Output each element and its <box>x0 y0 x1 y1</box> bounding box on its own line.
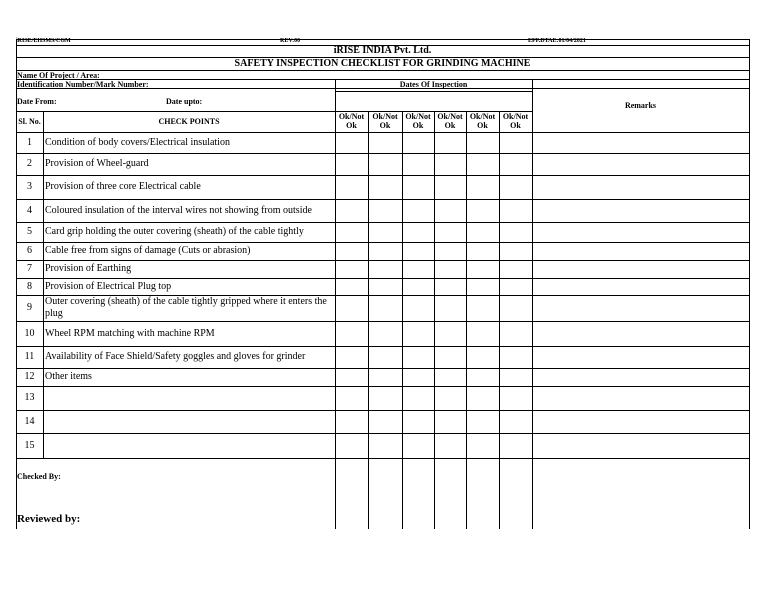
rule-line <box>16 39 749 40</box>
inspection-cell[interactable] <box>466 222 499 242</box>
remarks-cell[interactable] <box>532 368 749 386</box>
inspection-cell[interactable] <box>434 260 466 278</box>
inspection-cell[interactable] <box>368 175 402 199</box>
inspection-cell[interactable] <box>368 222 402 242</box>
inspection-cell[interactable] <box>434 295 466 321</box>
inspection-cell[interactable] <box>335 199 368 222</box>
rule-line <box>16 70 749 71</box>
ok-not-ok-header: Ok/Not <box>338 112 365 121</box>
row-number: 12 <box>24 371 35 382</box>
inspection-cell[interactable] <box>402 278 434 295</box>
inspection-cell[interactable] <box>335 321 368 346</box>
inspection-cell[interactable] <box>335 278 368 295</box>
inspection-cell[interactable] <box>499 410 532 433</box>
inspection-cell[interactable] <box>402 433 434 458</box>
ok-not-ok-header: Ok/Not <box>437 112 463 121</box>
inspection-cell[interactable] <box>402 321 434 346</box>
inspection-cell[interactable] <box>368 132 402 153</box>
inspection-cell[interactable] <box>368 199 402 222</box>
ok-not-ok-header: Ok <box>346 121 357 130</box>
remarks-cell[interactable] <box>532 132 749 153</box>
inspection-cell[interactable] <box>434 153 466 175</box>
row-number: 8 <box>27 281 32 292</box>
inspection-cell[interactable] <box>434 222 466 242</box>
inspection-cell[interactable] <box>434 278 466 295</box>
row-number: 7 <box>27 263 32 274</box>
remarks-cell[interactable] <box>532 410 749 433</box>
inspection-cell[interactable] <box>466 199 499 222</box>
inspection-cell[interactable] <box>402 410 434 433</box>
company-name: iRISE INDIA Pvt. Ltd. <box>333 45 432 56</box>
row-number: 15 <box>24 440 35 451</box>
inspection-cell[interactable] <box>402 295 434 321</box>
ok-not-ok-header: Ok/Not <box>469 112 496 121</box>
inspection-cell[interactable] <box>499 242 532 260</box>
remarks-cell[interactable] <box>532 222 749 242</box>
remarks-cell[interactable] <box>532 153 749 175</box>
inspection-cell[interactable] <box>368 410 402 433</box>
inspection-cell[interactable] <box>402 242 434 260</box>
col-sl-no: Sl. No. <box>18 117 41 126</box>
inspection-cell[interactable] <box>499 260 532 278</box>
revision: REV:00 <box>280 38 301 44</box>
inspection-cell[interactable] <box>466 321 499 346</box>
check-point-text: Other items <box>45 371 92 382</box>
inspection-cell[interactable] <box>434 321 466 346</box>
check-point-text: Card grip holding the outer covering (sheath) of the cable tightly <box>45 226 304 237</box>
inspection-cell[interactable] <box>368 260 402 278</box>
check-point-text: plug <box>45 308 63 319</box>
form-title: SAFETY INSPECTION CHECKLIST FOR GRINDING MACHINE <box>234 58 531 69</box>
inspection-cell[interactable] <box>466 153 499 175</box>
inspection-cell[interactable] <box>466 410 499 433</box>
inspection-cell[interactable] <box>434 346 466 368</box>
inspection-cell[interactable] <box>499 386 532 410</box>
inspection-cell[interactable] <box>335 132 368 153</box>
inspection-cell[interactable] <box>499 368 532 386</box>
inspection-cell[interactable] <box>466 295 499 321</box>
check-point-text: Cable free from signs of damage (Cuts or abrasion) <box>45 245 251 256</box>
check-point-text: Provision of three core Electrical cable <box>45 181 201 192</box>
inspection-cell[interactable] <box>466 242 499 260</box>
ok-not-ok-header: Ok/Not <box>405 112 431 121</box>
row-number: 1 <box>27 137 32 148</box>
effective-date: EFF.DTAE:01/04/2021 <box>528 38 586 44</box>
inspection-cell[interactable] <box>434 433 466 458</box>
inspection-cell[interactable] <box>499 295 532 321</box>
inspection-cell[interactable] <box>335 153 368 175</box>
rule-line <box>749 39 750 529</box>
inspection-cell[interactable] <box>335 242 368 260</box>
remarks-cell[interactable] <box>532 260 749 278</box>
inspection-cell[interactable] <box>499 321 532 346</box>
inspection-cell[interactable] <box>466 175 499 199</box>
inspection-cell[interactable] <box>368 321 402 346</box>
check-point-text: Coloured insulation of the interval wires not showing from outside <box>45 205 312 216</box>
ok-not-ok-header: Ok/Not <box>372 112 398 121</box>
inspection-cell[interactable] <box>335 386 368 410</box>
remarks-cell[interactable] <box>532 242 749 260</box>
remarks-cell[interactable] <box>532 346 749 368</box>
inspection-cell[interactable] <box>434 410 466 433</box>
check-point-text: Provision of Electrical Plug top <box>45 281 172 292</box>
remarks-cell[interactable] <box>532 278 749 295</box>
remarks-cell[interactable] <box>532 175 749 199</box>
col-check-points: CHECK POINTS <box>158 117 220 126</box>
inspection-cell[interactable] <box>402 132 434 153</box>
check-point-text: Outer covering (sheath) of the cable tightly gripped where it enters the <box>45 296 327 307</box>
inspection-cell[interactable] <box>466 260 499 278</box>
row-number: 11 <box>24 351 35 362</box>
row-number: 6 <box>27 245 32 256</box>
inspection-cell[interactable] <box>368 278 402 295</box>
row-number: 3 <box>27 181 32 192</box>
inspection-cell[interactable] <box>335 260 368 278</box>
inspection-cell[interactable] <box>368 153 402 175</box>
date-upto-label: Date upto: <box>166 97 203 106</box>
inspection-cell[interactable] <box>368 368 402 386</box>
inspection-cell[interactable] <box>335 410 368 433</box>
inspection-cell[interactable] <box>434 242 466 260</box>
inspection-cell[interactable] <box>434 386 466 410</box>
inspection-cell[interactable] <box>335 346 368 368</box>
checked-by-label: Checked By: <box>17 472 61 481</box>
inspection-cell[interactable] <box>335 222 368 242</box>
inspection-cell[interactable] <box>466 132 499 153</box>
ok-not-ok-header: Ok <box>510 121 521 130</box>
dates-of-inspection-label: Dates Of Inspection <box>399 80 468 89</box>
inspection-cell[interactable] <box>402 260 434 278</box>
inspection-cell[interactable] <box>368 386 402 410</box>
inspection-cell[interactable] <box>499 278 532 295</box>
inspection-cell[interactable] <box>402 199 434 222</box>
check-point-text: Provision of Wheel-guard <box>45 158 149 169</box>
inspection-cell[interactable] <box>499 346 532 368</box>
inspection-cell[interactable] <box>335 433 368 458</box>
inspection-cell[interactable] <box>402 368 434 386</box>
inspection-cell[interactable] <box>335 175 368 199</box>
project-area-label: Name Of Project / Area: <box>17 71 100 80</box>
ok-not-ok-header: Ok <box>379 121 391 130</box>
rule-line <box>335 91 532 92</box>
inspection-cell[interactable] <box>402 386 434 410</box>
inspection-cell[interactable] <box>499 222 532 242</box>
row-number: 5 <box>27 226 32 237</box>
ok-not-ok-header: Ok <box>444 121 456 130</box>
inspection-cell[interactable] <box>402 153 434 175</box>
inspection-cell[interactable] <box>434 368 466 386</box>
inspection-cell[interactable] <box>368 242 402 260</box>
remarks-cell[interactable] <box>532 386 749 410</box>
inspection-cell[interactable] <box>402 175 434 199</box>
inspection-cell[interactable] <box>434 175 466 199</box>
ok-not-ok-header: Ok/Not <box>502 112 529 121</box>
remarks-cell[interactable] <box>532 433 749 458</box>
row-number: 4 <box>27 205 32 216</box>
row-number: 9 <box>27 302 32 313</box>
table-row-border <box>16 458 749 459</box>
row-number: 13 <box>24 392 35 403</box>
ok-not-ok-header: Ok <box>477 121 488 130</box>
remarks-cell[interactable] <box>532 295 749 321</box>
check-point-text: Availability of Face Shield/Safety goggles and gloves for grinder <box>45 351 306 362</box>
inspection-cell[interactable] <box>466 386 499 410</box>
identification-label: Identification Number/Mark Number: <box>17 80 149 89</box>
check-point-text: Wheel RPM matching with machine RPM <box>45 328 215 339</box>
inspection-cell[interactable] <box>466 368 499 386</box>
inspection-cell[interactable] <box>434 132 466 153</box>
inspection-cell[interactable] <box>335 295 368 321</box>
inspection-cell[interactable] <box>466 433 499 458</box>
inspection-cell[interactable] <box>499 199 532 222</box>
ok-not-ok-header: Ok <box>412 121 424 130</box>
remarks-cell[interactable] <box>532 199 749 222</box>
check-point-text: Condition of body covers/Electrical insulation <box>45 137 230 148</box>
doc-code: iRISE/EHSMS/CGM <box>16 38 71 44</box>
inspection-cell[interactable] <box>402 346 434 368</box>
check-point-text: Provision of Earthing <box>45 263 132 274</box>
remarks-label: Remarks <box>624 101 657 110</box>
inspection-cell[interactable] <box>499 153 532 175</box>
date-from-label: Date From: <box>17 97 57 106</box>
row-number: 14 <box>24 416 35 427</box>
inspection-cell[interactable] <box>466 346 499 368</box>
remarks-cell[interactable] <box>532 321 749 346</box>
inspection-cell[interactable] <box>499 433 532 458</box>
inspection-cell[interactable] <box>368 346 402 368</box>
inspection-cell[interactable] <box>402 222 434 242</box>
inspection-cell[interactable] <box>335 368 368 386</box>
rule-line <box>43 111 44 458</box>
row-number: 10 <box>24 328 35 339</box>
inspection-cell[interactable] <box>368 433 402 458</box>
reviewed-by-label: Reviewed by: <box>17 513 81 525</box>
inspection-cell[interactable] <box>466 278 499 295</box>
inspection-cell[interactable] <box>434 199 466 222</box>
inspection-cell[interactable] <box>499 175 532 199</box>
row-number: 2 <box>27 158 32 169</box>
inspection-cell[interactable] <box>368 295 402 321</box>
inspection-cell[interactable] <box>499 132 532 153</box>
